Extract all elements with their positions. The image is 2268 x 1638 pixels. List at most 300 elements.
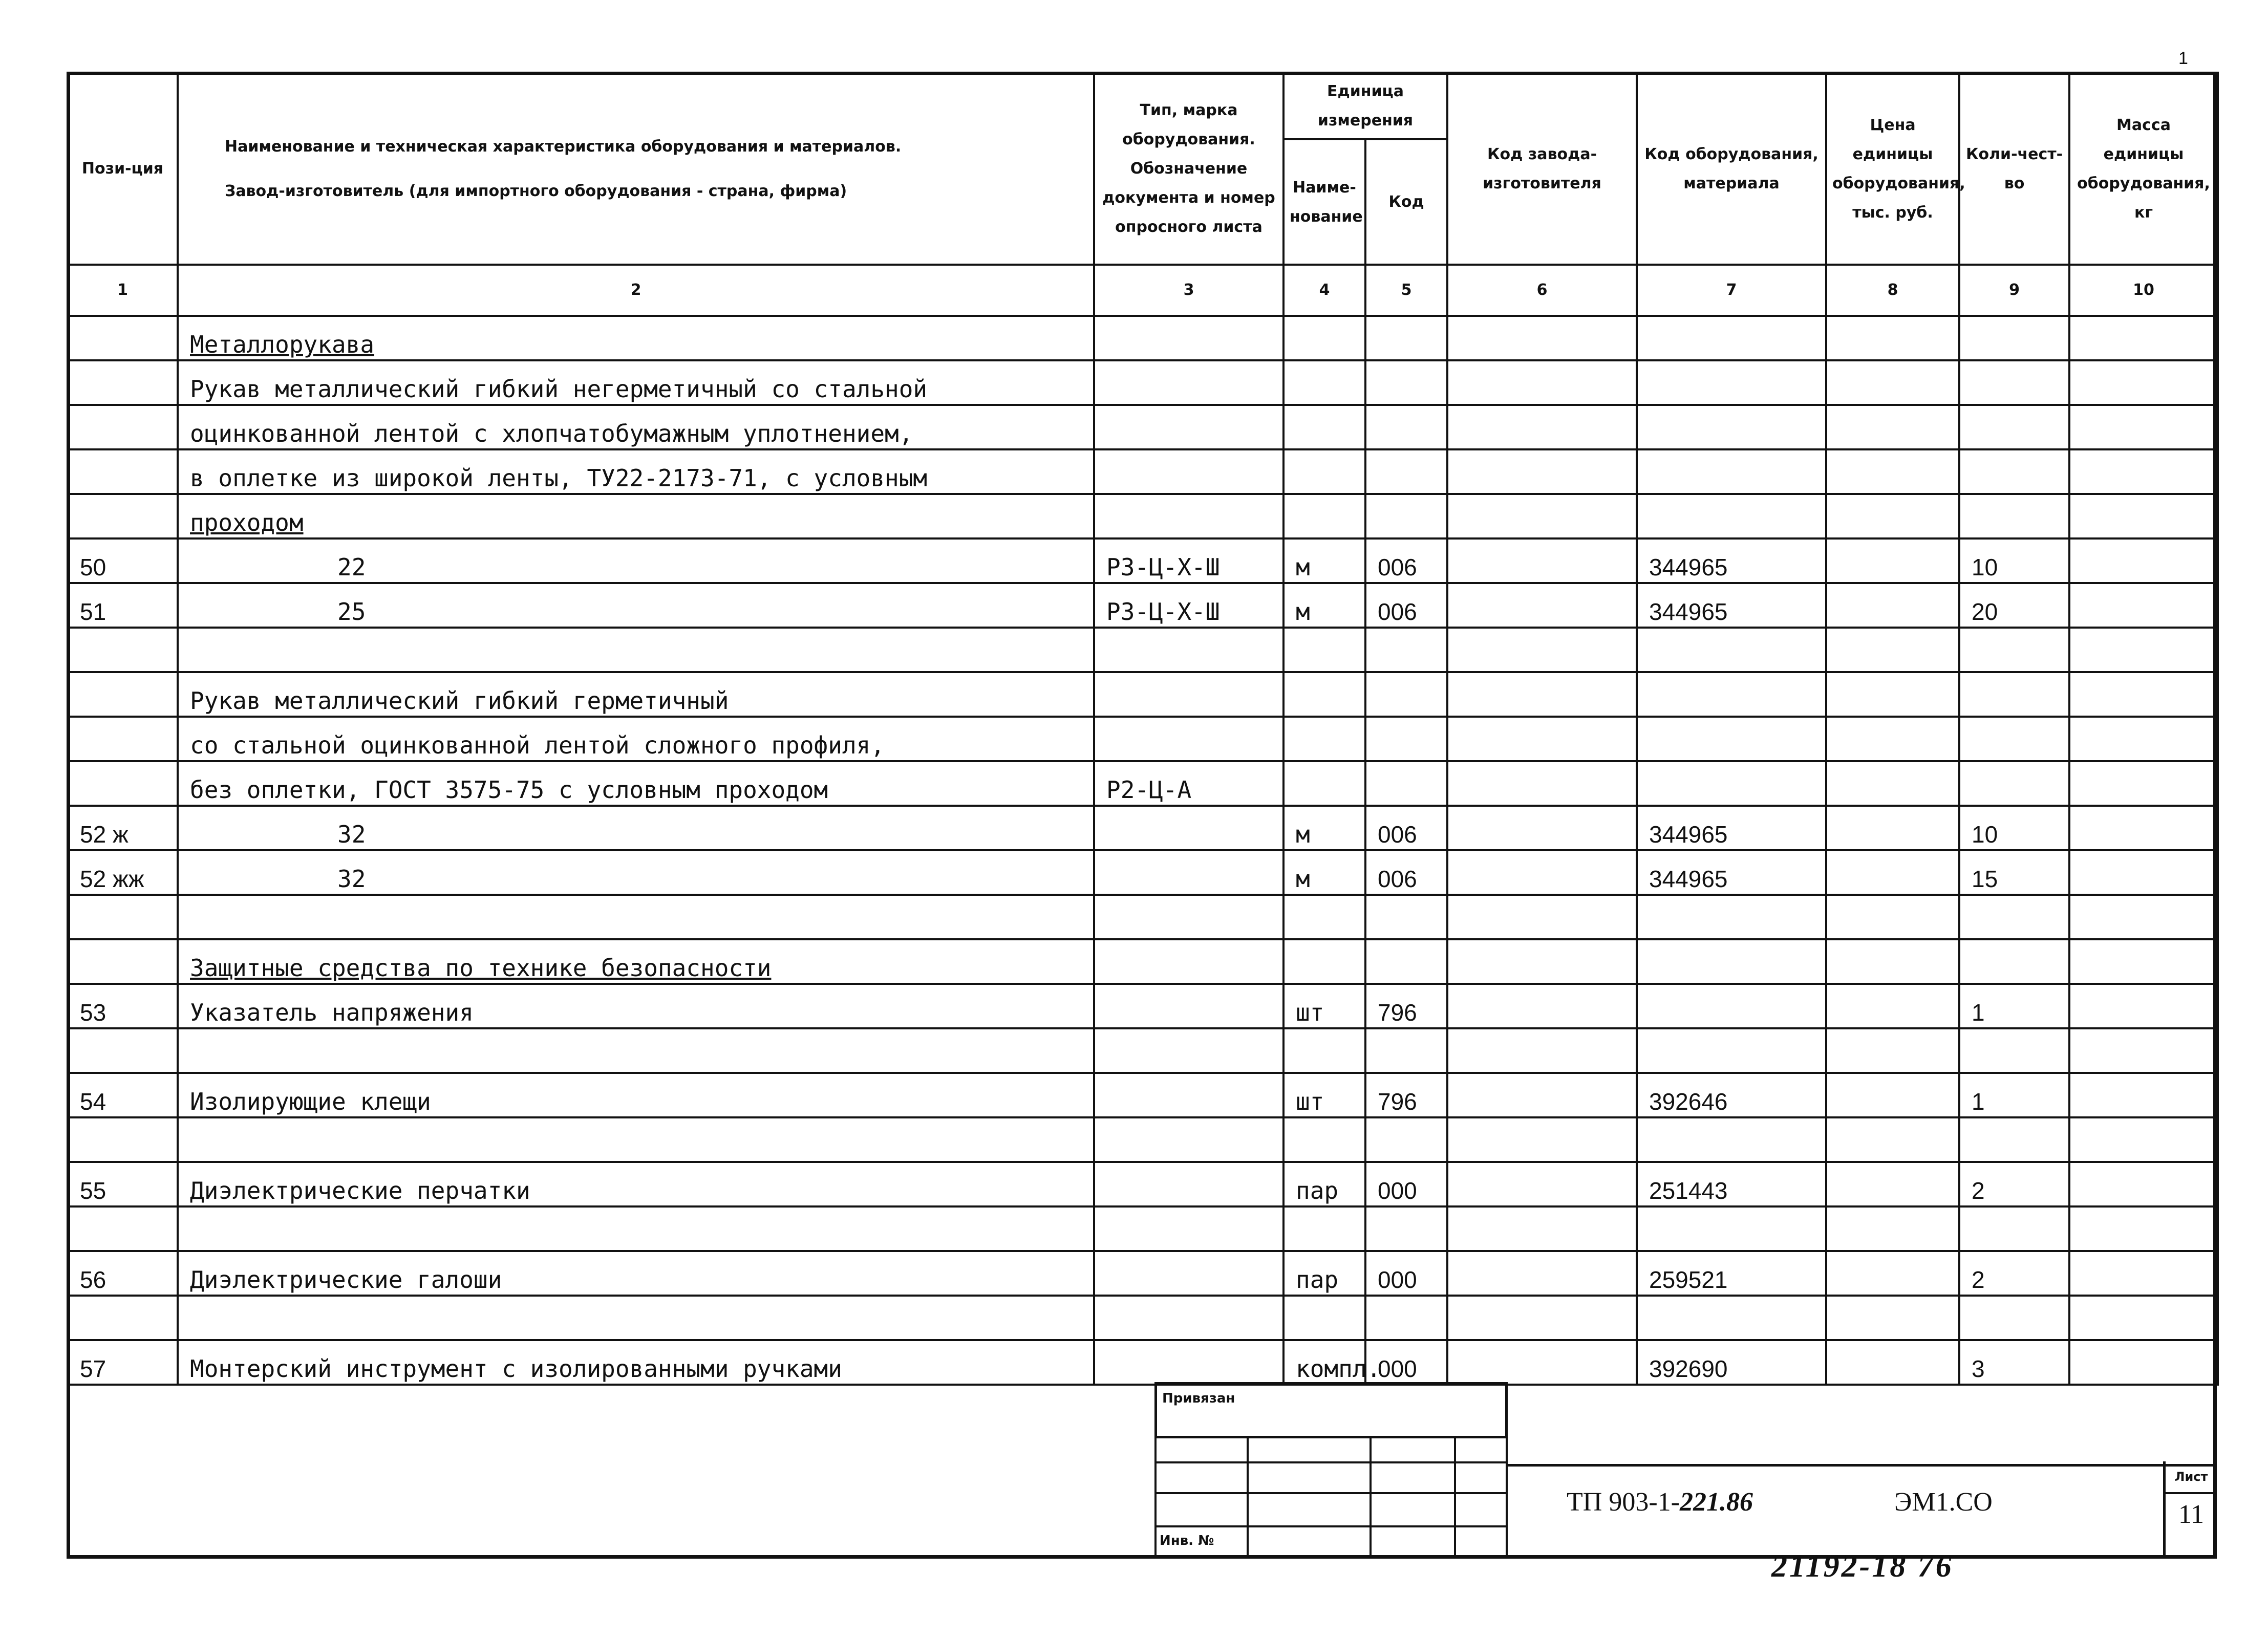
column-number-row: [68, 265, 2218, 316]
unit-name-cell: [1283, 717, 1365, 761]
position-cell: [68, 1117, 178, 1162]
header-name: [178, 73, 1094, 265]
price-cell: [1826, 761, 1959, 806]
quantity-cell: [1959, 1117, 2069, 1162]
name-cell: Рукав металлический гибкий негерметичный со стальной: [178, 360, 1094, 405]
equipment-code-cell: [1637, 939, 1826, 984]
plant-code-cell: [1447, 1206, 1637, 1251]
unit-code-cell: 796: [1365, 984, 1447, 1028]
unit-name-cell: [1283, 672, 1365, 717]
mass-cell: [2069, 672, 2218, 717]
price-cell: [1826, 672, 1959, 717]
unit-name-cell: пар: [1283, 1162, 1365, 1206]
equipment-code-cell: [1637, 984, 1826, 1028]
header-position: Пози-ция: [68, 73, 178, 265]
quantity-cell: 1: [1959, 1073, 2069, 1117]
price-cell: [1826, 449, 1959, 494]
table-row: [68, 939, 2218, 984]
unit-name-cell: шт: [1283, 984, 1365, 1028]
table-row: [68, 672, 2218, 717]
title-block-line: [1508, 1464, 2217, 1467]
price-cell: [1826, 984, 1959, 1028]
unit-name-cell: [1283, 1028, 1365, 1073]
unit-code-cell: [1365, 895, 1447, 939]
position-cell: [68, 1296, 178, 1340]
unit-name-cell: [1283, 360, 1365, 405]
mass-cell: [2069, 717, 2218, 761]
plant-code-cell: [1447, 1117, 1637, 1162]
unit-code-cell: [1365, 1028, 1447, 1073]
table-row: [68, 1340, 2218, 1385]
header-unit-name: Наиме-нование: [1283, 139, 1365, 265]
position-cell: [68, 449, 178, 494]
plant-code-cell: [1447, 1296, 1637, 1340]
type-cell: [1094, 717, 1283, 761]
name-cell: оцинкованной лентой с хлопчатобумажным уплотнением,: [178, 405, 1094, 449]
mass-cell: [2069, 1117, 2218, 1162]
equipment-code-cell: [1637, 895, 1826, 939]
quantity-cell: [1959, 672, 2069, 717]
mass-cell: [2069, 449, 2218, 494]
plant-code-cell: [1447, 939, 1637, 984]
unit-name-cell: [1283, 449, 1365, 494]
equipment-code-cell: [1637, 1206, 1826, 1251]
equipment-code-cell: 344965: [1637, 538, 1826, 583]
unit-name-cell: [1283, 895, 1365, 939]
plant-code-cell: [1447, 672, 1637, 717]
quantity-cell: [1959, 939, 2069, 984]
unit-name-cell: м: [1283, 538, 1365, 583]
plant-code-cell: [1447, 1251, 1637, 1296]
table-row: [68, 628, 2218, 672]
table-row: [68, 717, 2218, 761]
name-cell: Диэлектрические перчатки: [178, 1162, 1094, 1206]
unit-code-cell: [1365, 939, 1447, 984]
unit-name-cell: [1283, 494, 1365, 538]
plant-code-cell: [1447, 984, 1637, 1028]
unit-name-cell: [1283, 1117, 1365, 1162]
name-cell: Рукав металлический гибкий герметичный: [178, 672, 1094, 717]
sheet-number: 11: [2178, 1500, 2205, 1529]
equipment-code-cell: [1637, 494, 1826, 538]
mass-cell: [2069, 850, 2218, 895]
unit-name-cell: шт: [1283, 1073, 1365, 1117]
price-cell: [1826, 1162, 1959, 1206]
position-cell: [68, 939, 178, 984]
quantity-cell: [1959, 494, 2069, 538]
mass-cell: [2069, 1162, 2218, 1206]
unit-name-cell: [1283, 1206, 1365, 1251]
position-cell: 57: [68, 1340, 178, 1385]
type-cell: Р3-Ц-Х-Ш: [1094, 583, 1283, 628]
header-unit: Единица измерения: [1283, 73, 1447, 139]
name-cell: 22: [178, 538, 1094, 583]
table-row: [68, 895, 2218, 939]
plant-code-cell: [1447, 1162, 1637, 1206]
equipment-code-cell: 392690: [1637, 1340, 1826, 1385]
header-type: Тип, марка оборудования. Обозначение документа и номер опросного листа: [1094, 73, 1283, 265]
unit-code-cell: 006: [1365, 850, 1447, 895]
header-equipment-code: Код оборудования, материала: [1637, 73, 1826, 265]
quantity-cell: [1959, 316, 2069, 360]
name-cell: [178, 1028, 1094, 1073]
price-cell: [1826, 939, 1959, 984]
designation-prefix: ТП 903-1-: [1567, 1488, 1680, 1517]
unit-code-cell: [1365, 672, 1447, 717]
name-cell: 32: [178, 806, 1094, 850]
name-cell: Металлорукава: [178, 316, 1094, 360]
price-cell: [1826, 360, 1959, 405]
column-number: 6: [1447, 265, 1637, 316]
column-number: 3: [1094, 265, 1283, 316]
quantity-cell: 3: [1959, 1340, 2069, 1385]
mass-cell: [2069, 761, 2218, 806]
equipment-code-cell: [1637, 717, 1826, 761]
unit-code-cell: 006: [1365, 583, 1447, 628]
type-cell: [1094, 1028, 1283, 1073]
column-number: 4: [1283, 265, 1365, 316]
equipment-code-cell: 344965: [1637, 806, 1826, 850]
mass-cell: [2069, 316, 2218, 360]
price-cell: [1826, 895, 1959, 939]
name-cell: Монтерский инструмент с изолированными ручками: [178, 1340, 1094, 1385]
name-cell: Диэлектрические галоши: [178, 1251, 1094, 1296]
unit-code-cell: [1365, 761, 1447, 806]
mass-cell: [2069, 360, 2218, 405]
table-row: [68, 850, 2218, 895]
type-cell: Р2-Ц-А: [1094, 761, 1283, 806]
unit-code-cell: 796: [1365, 1073, 1447, 1117]
table-row: [68, 538, 2218, 583]
equipment-code-cell: [1637, 628, 1826, 672]
quantity-cell: 2: [1959, 1162, 2069, 1206]
price-cell: [1826, 1206, 1959, 1251]
mass-cell: [2069, 1028, 2218, 1073]
unit-code-cell: 006: [1365, 538, 1447, 583]
quantity-cell: 20: [1959, 583, 2069, 628]
plant-code-cell: [1447, 1340, 1637, 1385]
mass-cell: [2069, 1251, 2218, 1296]
type-cell: [1094, 316, 1283, 360]
type-cell: [1094, 405, 1283, 449]
quantity-cell: 15: [1959, 850, 2069, 895]
name-cell: 25: [178, 583, 1094, 628]
specification-table-wrapper: [67, 72, 2217, 1383]
name-cell: 32: [178, 850, 1094, 895]
price-cell: [1826, 405, 1959, 449]
position-cell: 50: [68, 538, 178, 583]
price-cell: [1826, 583, 1959, 628]
equipment-code-cell: [1637, 449, 1826, 494]
name-cell: Изолирующие клещи: [178, 1073, 1094, 1117]
mass-cell: [2069, 895, 2218, 939]
mass-cell: [2069, 806, 2218, 850]
type-cell: [1094, 449, 1283, 494]
type-cell: [1094, 1073, 1283, 1117]
type-cell: [1094, 850, 1283, 895]
price-cell: [1826, 1028, 1959, 1073]
type-cell: [1094, 672, 1283, 717]
unit-code-cell: 000: [1365, 1251, 1447, 1296]
table-row: [68, 1162, 2218, 1206]
position-cell: 51: [68, 583, 178, 628]
unit-code-cell: [1365, 628, 1447, 672]
table-row: [68, 806, 2218, 850]
unit-name-cell: м: [1283, 806, 1365, 850]
price-cell: [1826, 806, 1959, 850]
type-cell: [1094, 806, 1283, 850]
price-cell: [1826, 717, 1959, 761]
column-number: 1: [68, 265, 178, 316]
quantity-cell: 10: [1959, 538, 2069, 583]
quantity-cell: [1959, 895, 2069, 939]
unit-code-cell: [1365, 360, 1447, 405]
table-row: [68, 1028, 2218, 1073]
grid-line: [1247, 1436, 1249, 1559]
unit-name-cell: [1283, 939, 1365, 984]
unit-name-cell: [1283, 1296, 1365, 1340]
equipment-code-cell: 344965: [1637, 583, 1826, 628]
plant-code-cell: [1447, 1073, 1637, 1117]
unit-code-cell: 006: [1365, 806, 1447, 850]
quantity-cell: [1959, 1206, 2069, 1251]
table-row: [68, 316, 2218, 360]
table-row: [68, 360, 2218, 405]
mass-cell: [2069, 1296, 2218, 1340]
price-cell: [1826, 316, 1959, 360]
type-cell: [1094, 1206, 1283, 1251]
price-cell: [1826, 1251, 1959, 1296]
unit-name-cell: м: [1283, 850, 1365, 895]
document-section: ЭМ1.СО: [1894, 1488, 1993, 1517]
unit-code-cell: [1365, 316, 1447, 360]
quantity-cell: [1959, 405, 2069, 449]
unit-name-cell: [1283, 628, 1365, 672]
plant-code-cell: [1447, 628, 1637, 672]
quantity-cell: 1: [1959, 984, 2069, 1028]
name-cell: [178, 1206, 1094, 1251]
quantity-cell: [1959, 1028, 2069, 1073]
equipment-code-cell: [1637, 360, 1826, 405]
quantity-cell: [1959, 449, 2069, 494]
mass-cell: [2069, 1340, 2218, 1385]
equipment-code-cell: 392646: [1637, 1073, 1826, 1117]
corner-mark: 1: [2178, 49, 2188, 68]
header-quantity: Коли-чест-во: [1959, 73, 2069, 265]
grid-line: [1154, 1436, 1157, 1559]
title-block-linked: [1154, 1382, 1508, 1559]
archive-stamp: 21192-18 76: [1771, 1549, 1954, 1584]
unit-code-cell: [1365, 449, 1447, 494]
table-row: [68, 1073, 2218, 1117]
position-cell: [68, 895, 178, 939]
mass-cell: [2069, 1206, 2218, 1251]
unit-code-cell: [1365, 405, 1447, 449]
quantity-cell: 2: [1959, 1251, 2069, 1296]
position-cell: [68, 1028, 178, 1073]
equipment-code-cell: [1637, 1028, 1826, 1073]
price-cell: [1826, 1296, 1959, 1340]
equipment-code-cell: 344965: [1637, 850, 1826, 895]
position-cell: 52 жж: [68, 850, 178, 895]
table-row: [68, 1117, 2218, 1162]
equipment-code-cell: 251443: [1637, 1162, 1826, 1206]
specification-table: [67, 72, 2219, 1386]
header-name-line1: Наименование и техническая характеристика оборудования и материалов.: [225, 137, 902, 156]
header-mass: Масса единицы оборудования, кг: [2069, 73, 2218, 265]
grid-line: [1370, 1436, 1372, 1559]
position-cell: [68, 405, 178, 449]
sheet-label: Лист: [2166, 1461, 2217, 1494]
mass-cell: [2069, 494, 2218, 538]
price-cell: [1826, 628, 1959, 672]
plant-code-cell: [1447, 316, 1637, 360]
quantity-cell: [1959, 761, 2069, 806]
table-row: [68, 1251, 2218, 1296]
equipment-code-cell: [1637, 761, 1826, 806]
name-cell: Защитные средства по технике безопасности: [178, 939, 1094, 984]
plant-code-cell: [1447, 761, 1637, 806]
position-cell: 54: [68, 1073, 178, 1117]
unit-name-cell: [1283, 405, 1365, 449]
table-row: [68, 1206, 2218, 1251]
unit-code-cell: [1365, 1117, 1447, 1162]
plant-code-cell: [1447, 895, 1637, 939]
type-cell: [1094, 360, 1283, 405]
table-row: [68, 761, 2218, 806]
price-cell: [1826, 1073, 1959, 1117]
equipment-code-cell: [1637, 316, 1826, 360]
plant-code-cell: [1447, 494, 1637, 538]
type-cell: [1094, 939, 1283, 984]
plant-code-cell: [1447, 583, 1637, 628]
price-cell: [1826, 494, 1959, 538]
header-price: Цена единицы оборудования, тыс. руб.: [1826, 73, 1959, 265]
designation-handwritten: 221.86: [1679, 1488, 1753, 1517]
equipment-code-cell: [1637, 672, 1826, 717]
position-cell: 52 ж: [68, 806, 178, 850]
type-cell: [1094, 984, 1283, 1028]
mass-cell: [2069, 583, 2218, 628]
quantity-cell: 10: [1959, 806, 2069, 850]
position-cell: [68, 316, 178, 360]
type-cell: [1094, 1251, 1283, 1296]
unit-code-cell: [1365, 1296, 1447, 1340]
column-number: 7: [1637, 265, 1826, 316]
name-cell: [178, 1296, 1094, 1340]
plant-code-cell: [1447, 360, 1637, 405]
mass-cell: [2069, 405, 2218, 449]
type-cell: [1094, 1340, 1283, 1385]
name-cell: Указатель напряжения: [178, 984, 1094, 1028]
table-row: [68, 405, 2218, 449]
table-row: [68, 984, 2218, 1028]
position-cell: [68, 672, 178, 717]
document-designation: [1567, 1487, 1753, 1517]
header-unit-code: Код: [1365, 139, 1447, 265]
equipment-code-cell: [1637, 1296, 1826, 1340]
price-cell: [1826, 850, 1959, 895]
position-cell: [68, 717, 178, 761]
quantity-cell: [1959, 360, 2069, 405]
price-cell: [1826, 1340, 1959, 1385]
type-cell: [1094, 494, 1283, 538]
mass-cell: [2069, 984, 2218, 1028]
unit-code-cell: [1365, 717, 1447, 761]
column-number: 10: [2069, 265, 2218, 316]
position-cell: 53: [68, 984, 178, 1028]
linked-label: Привязан: [1154, 1382, 1508, 1438]
header-row: [68, 73, 2218, 139]
unit-code-cell: 000: [1365, 1162, 1447, 1206]
equipment-code-cell: [1637, 1117, 1826, 1162]
grid-line: [1506, 1436, 1508, 1559]
table-row: [68, 494, 2218, 538]
grid-line: [1454, 1436, 1456, 1559]
column-number: 5: [1365, 265, 1447, 316]
table-row: [68, 449, 2218, 494]
unit-code-cell: [1365, 1206, 1447, 1251]
column-number: 9: [1959, 265, 2069, 316]
quantity-cell: [1959, 717, 2069, 761]
position-cell: [68, 1206, 178, 1251]
unit-name-cell: [1283, 316, 1365, 360]
plant-code-cell: [1447, 806, 1637, 850]
header-plant-code: Код завода-изготовителя: [1447, 73, 1637, 265]
unit-code-cell: 000: [1365, 1340, 1447, 1385]
name-cell: [178, 1117, 1094, 1162]
position-cell: [68, 494, 178, 538]
unit-name-cell: компл.: [1283, 1340, 1365, 1385]
name-cell: в оплетке из широкой ленты, ТУ22-2173-71, с условным: [178, 449, 1094, 494]
position-cell: [68, 628, 178, 672]
column-number: 8: [1826, 265, 1959, 316]
mass-cell: [2069, 628, 2218, 672]
price-cell: [1826, 538, 1959, 583]
plant-code-cell: [1447, 538, 1637, 583]
header-name-line2: Завод-изготовитель (для импортного оборудования - страна, фирма): [225, 182, 847, 200]
type-cell: [1094, 1162, 1283, 1206]
equipment-code-cell: [1637, 405, 1826, 449]
position-cell: 55: [68, 1162, 178, 1206]
type-cell: Р3-Ц-Х-Ш: [1094, 538, 1283, 583]
quantity-cell: [1959, 1296, 2069, 1340]
name-cell: [178, 628, 1094, 672]
position-cell: [68, 360, 178, 405]
inventory-number-label: Инв. №: [1160, 1533, 1214, 1548]
mass-cell: [2069, 939, 2218, 984]
column-number: 2: [178, 265, 1094, 316]
name-cell: без оплетки, ГОСТ 3575-75 с условным проходом: [178, 761, 1094, 806]
name-cell: со стальной оцинкованной лентой сложного профиля,: [178, 717, 1094, 761]
sheet-box: [2163, 1461, 2217, 1556]
plant-code-cell: [1447, 717, 1637, 761]
unit-name-cell: [1283, 761, 1365, 806]
position-cell: [68, 761, 178, 806]
table-row: [68, 1296, 2218, 1340]
quantity-cell: [1959, 628, 2069, 672]
plant-code-cell: [1447, 1028, 1637, 1073]
position-cell: 56: [68, 1251, 178, 1296]
unit-code-cell: [1365, 494, 1447, 538]
type-cell: [1094, 1296, 1283, 1340]
name-cell: проходом: [178, 494, 1094, 538]
type-cell: [1094, 895, 1283, 939]
unit-name-cell: пар: [1283, 1251, 1365, 1296]
equipment-code-cell: 259521: [1637, 1251, 1826, 1296]
name-cell: [178, 895, 1094, 939]
price-cell: [1826, 1117, 1959, 1162]
